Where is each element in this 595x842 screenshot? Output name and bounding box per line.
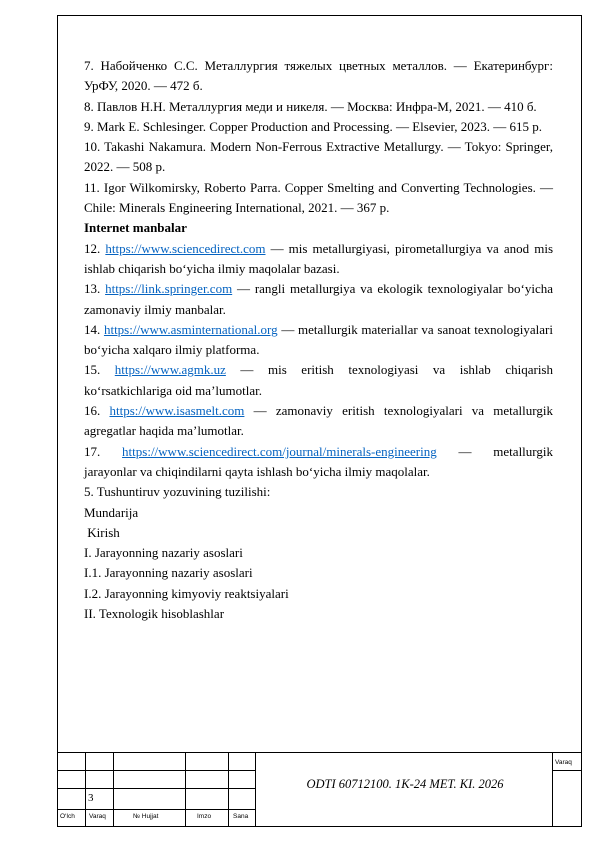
stamp-line [552, 770, 582, 771]
url-link[interactable]: https://www.asminternational.org [103, 321, 278, 337]
reference-item: 11. Igor Wilkomirsky, Roberto Parra. Copper Smelting and Converting Technologies. — Chile: Minerals Engineering International, 2021. — 367 p. [84, 179, 553, 216]
col-label: № Hujjat [133, 813, 159, 820]
document-code: ODTI 60712100. 1K-24 MET. KI. 2026 [306, 777, 504, 791]
stamp-col [85, 752, 86, 827]
internet-list [84, 239, 553, 483]
item-number: 12. [84, 240, 106, 256]
stamp-line [57, 809, 255, 810]
document-body [84, 56, 553, 624]
stamp-line [57, 752, 582, 753]
toc-list [84, 503, 553, 625]
item-description: — zamonaviy eritish texnologiyalari va metallurgik agregatlar haqida ma’lumotlar. [84, 403, 553, 439]
stamp-col [113, 752, 114, 827]
stamp-col [185, 752, 186, 827]
reference-item: 9. Mark E. Schlesinger. Copper Production and Processing. — Elsevier, 2023. — 615 p. [84, 118, 543, 134]
col-label: Sana [233, 813, 249, 820]
internet-heading: Internet manbalar [84, 220, 187, 236]
url-link[interactable]: https://www.isasmelt.com [109, 403, 245, 419]
col-label: Imzo [197, 813, 212, 820]
internet-item [84, 279, 553, 320]
reference-item: 10. Takashi Nakamura. Modern Non-Ferrous Extractive Metallurgy. — Tokyo: Springer, 2022. — 508 p. [84, 139, 553, 175]
toc-item: Mundarija [84, 504, 139, 520]
varaq-label: Varaq [555, 759, 572, 766]
item-description: — metallurgik jarayonlar va chiqindilarni qayta ishlash bo‘yicha ilmiy maqolalar. [84, 443, 553, 479]
internet-item [84, 239, 553, 280]
url-link[interactable]: https://link.springer.com [105, 281, 233, 297]
item-number: 13. [84, 281, 106, 297]
item-number: 16. [84, 403, 110, 419]
stamp-col [228, 752, 229, 827]
item-description: — metallurgik materiallar va sanoat texnologiyalari bo‘yicha xalqaro ilmiy platforma. [84, 321, 554, 358]
item-description: — mis eritish texnologiyasi va ishlab chiqarish ko‘rsatkichlariga oid ma’lumotlar. [84, 362, 553, 398]
item-description: — rangli metallurgiya va ekologik texnologiyalar bo‘yicha zamonaviy ilmiy manbalar. [84, 281, 554, 317]
reference-item: 7. Набойченко С.С. Металлургия тяжелых цветных металлов. — Екатеринбург: УрФУ, 2020. — 472 б. [84, 58, 553, 94]
url-link[interactable]: https://www.sciencedirect.com [105, 240, 266, 256]
toc-item: I.2. Jarayonning kimyoviy reaktsiyalari [84, 585, 289, 601]
url-link[interactable]: https://www.sciencedirect.com/journal/minerals-engineering [122, 443, 437, 459]
col-label: Varaq [89, 813, 106, 820]
item-description: — mis metallurgiyasi, pirometallurgiya va anod mis ishlab chiqarish bo‘yicha ilmiy maqolalar bazasi. [84, 240, 553, 276]
page-number: 3 [88, 792, 94, 804]
item-number: 14. [84, 321, 104, 337]
toc-item: I. Jarayonning nazariy asoslari [84, 545, 243, 561]
url-link[interactable]: https://www.agmk.uz [114, 362, 226, 378]
stamp-line [57, 770, 255, 771]
col-label: O‘lch [60, 813, 75, 820]
internet-item [84, 401, 553, 442]
item-number: 17. [84, 443, 123, 459]
structure-heading: 5. Tushuntiruv yozuvining tuzilishi: [84, 484, 271, 500]
internet-item [84, 360, 553, 401]
internet-item [84, 442, 553, 483]
toc-item: Kirish [84, 524, 120, 540]
reference-item: 8. Павлов Н.Н. Металлургия меди и никеля. — Москва: Инфра-М, 2021. — 410 б. [84, 98, 537, 114]
toc-item: II. Texnologik hisoblashlar [84, 606, 225, 622]
item-number: 15. [84, 362, 115, 378]
internet-item [84, 320, 553, 361]
toc-item: I.1. Jarayonning nazariy asoslari [84, 565, 253, 581]
reference-list [84, 56, 553, 218]
stamp-line [57, 788, 255, 789]
